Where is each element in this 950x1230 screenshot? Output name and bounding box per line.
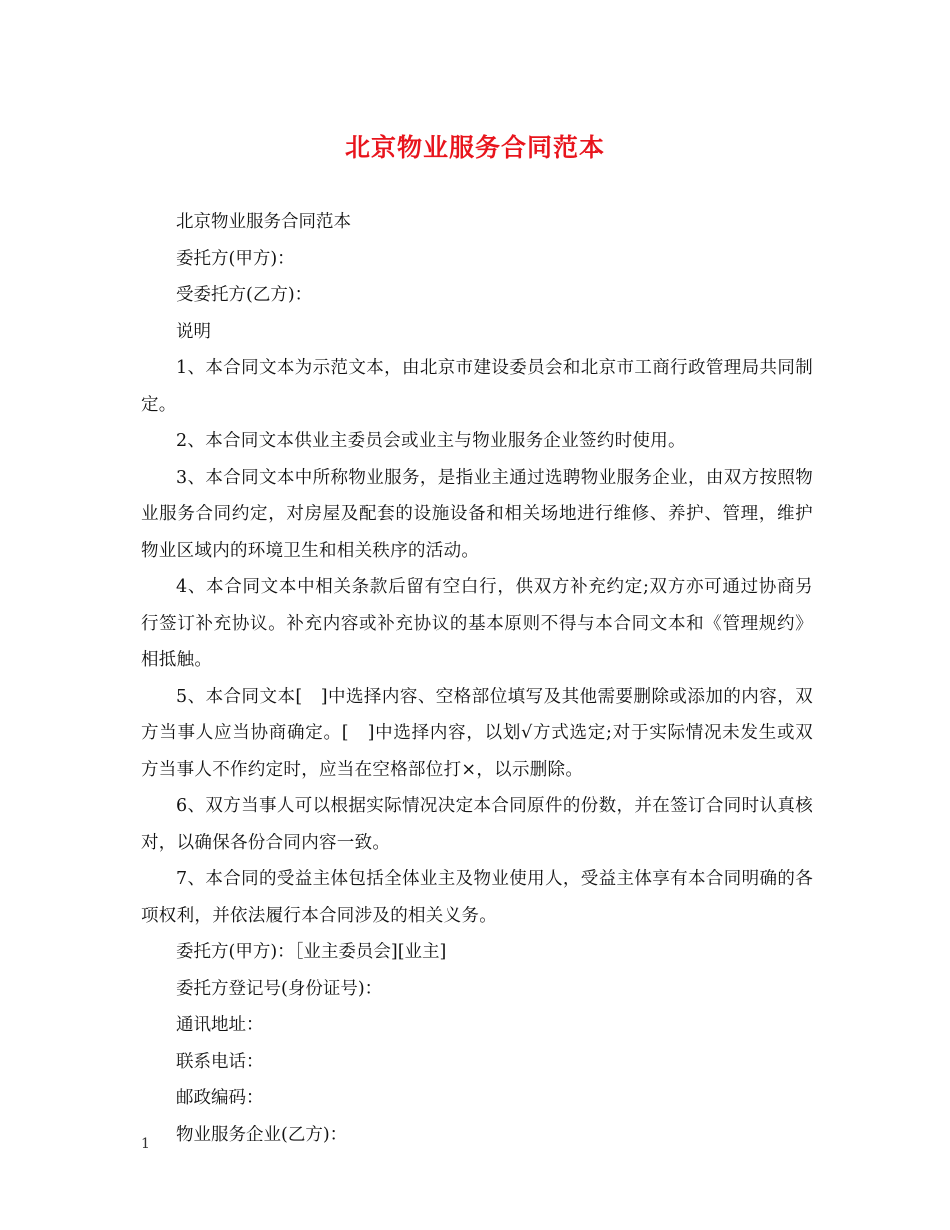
document-title: 北京物业服务合同范本 (344, 133, 605, 162)
explanation-item-6: 6、双方当事人可以根据实际情况决定本合同原件的份数，并在签订合同时认真核对，以确保各份合同内容一致。 (141, 796, 813, 853)
party-a-line: 委托方(甲方)： (176, 248, 295, 269)
explanation-item-7: 7、本合同的受益主体包括全体业主及物业使用人，受益主体享有本合同明确的各项权利，并依法履行本合同涉及的相关义务。 (141, 869, 813, 926)
field-party-a: 委托方(甲方)：［业主委员会][业主] (176, 942, 447, 962)
document-body (141, 204, 813, 1153)
explanation-item-1: 1、本合同文本为示范文本，由北京市建设委员会和北京市工商行政管理局共同制定。 (141, 358, 813, 415)
explanation-item-3: 3、本合同文本中所称物业服务，是指业主通过选聘物业服务企业，由双方按照物业服务合同约定，对房屋及配套的设施设备和相关场地进行维修、养护、管理，维护物业区域内的环境卫生和相关秩序的活动。 (141, 467, 813, 561)
explanation-heading: 说明 (176, 321, 211, 342)
subtitle-line: 北京物业服务合同范本 (176, 212, 351, 232)
field-phone: 联系电话： (176, 1051, 264, 1072)
explanation-item-4: 4、本合同文本中相关条款后留有空白行，供双方补充约定;双方亦可通过协商另行签订补充协议。补充内容或补充协议的基本原则不得与本合同文本和《管理规约》相抵触。 (141, 577, 813, 670)
field-registration-number: 委托方登记号(身份证号)： (176, 978, 383, 999)
field-party-b: 物业服务企业(乙方)： (176, 1124, 348, 1145)
field-postal-code: 邮政编码： (176, 1088, 264, 1108)
explanation-item-2: 2、本合同文本供业主委员会或业主与物业服务企业签约时使用。 (176, 431, 686, 451)
field-address: 通讯地址： (176, 1015, 264, 1035)
party-b-line: 受委托方(乙方)： (176, 285, 313, 305)
explanation-item-5: 5、本合同文本[ ]中选择内容、空格部位填写及其他需要删除或添加的内容，双方当事人应当协商确定。[ ]中选择内容，以划√方式选定;对于实际情况未发生或双方当事人不作约定时，应当在空格部位打×，以示删除。 (141, 686, 813, 780)
page-number: 1 (141, 1136, 150, 1152)
